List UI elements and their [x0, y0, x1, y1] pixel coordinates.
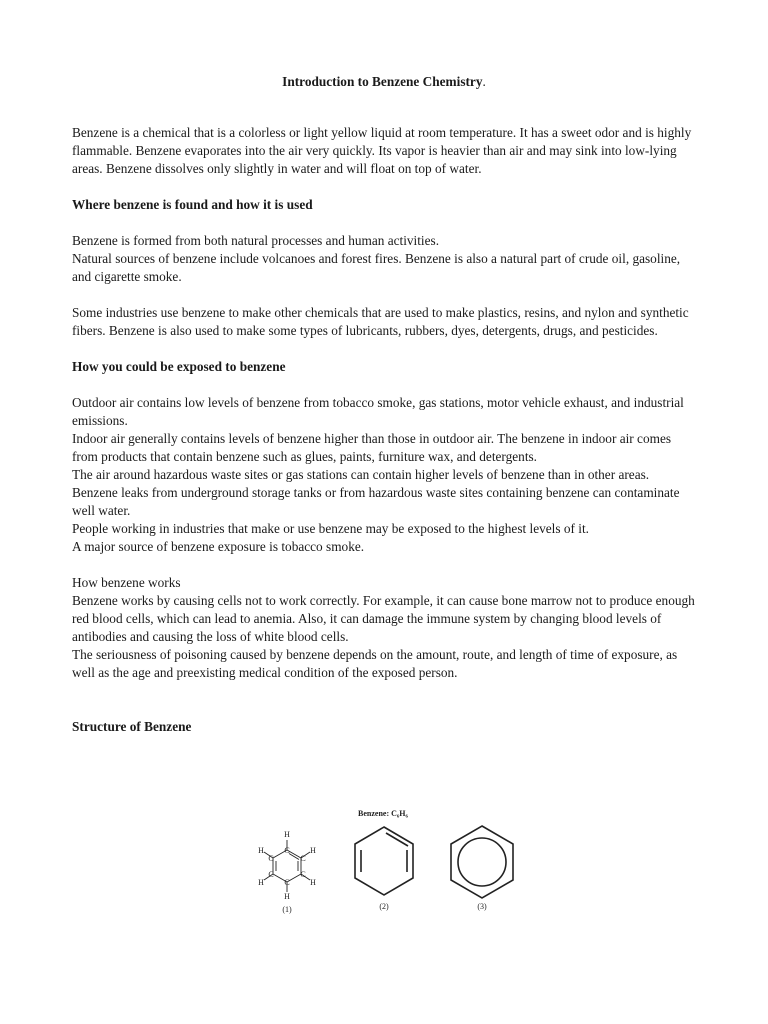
exposure-line: Indoor air generally contains levels of benzene higher than those in outdoor air. The benzene in indoor air comes from products that contain benzene such as glues, paints, furniture wax, and detergents.: [72, 431, 672, 464]
section-heading-structure: Structure of Benzene: [72, 719, 192, 734]
kekule-structure-diagram: [264, 840, 310, 892]
structure-label-3: (3): [477, 902, 487, 911]
section-heading-exposure: How you could be exposed to benzene: [72, 359, 286, 374]
title-suffix: .: [482, 74, 486, 89]
kekule-atom-labels: [258, 830, 316, 901]
exposure-line: A major source of benzene exposure is tobacco smoke.: [72, 539, 365, 554]
atom-c: C: [284, 878, 290, 887]
section-heading-found-used: Where benzene is found and how it is used: [72, 197, 313, 212]
skeletal-hexagon-diagram: [355, 827, 413, 895]
exposure-line: Outdoor air contains low levels of benzene from tobacco smoke, gas stations, motor vehicle exhaust, and industrial emissions.: [72, 395, 684, 428]
aromatic-ring-diagram: [451, 826, 513, 898]
paragraph-how-works: Benzene works by causing cells not to work correctly. For example, it can cause bone marrow not to produce enough red blood cells, which can lead to anemia. Also, it can damage the immune system by changing blood levels of antibodies and causing the loss of white blood cells.: [72, 593, 695, 644]
atom-c: C: [300, 854, 306, 863]
atom-c: C: [268, 854, 274, 863]
document-title: [72, 73, 696, 91]
atom-c: C: [300, 870, 306, 879]
title-text: Introduction to Benzene Chemistry: [282, 74, 483, 89]
atom-h: H: [258, 878, 264, 887]
document-page: [72, 73, 696, 736]
atom-h: H: [284, 892, 290, 901]
structure-label-2: (2): [379, 902, 389, 911]
atom-h: H: [310, 878, 316, 887]
intro-paragraph: Benzene is a chemical that is a colorless or light yellow liquid at room temperature. It has a sweet odor and is highly flammable. Benzene evaporates into the air very quickly. Its vapor is heavier than air and may sink into low-lying areas. Benzene dissolves only slightly in water and will float on top of water.: [72, 125, 692, 176]
paragraph-seriousness: The seriousness of poisoning caused by benzene depends on the amount, route, and length of time of exposure, as well as the age and preexisting medical condition of the exposed person.: [72, 647, 678, 680]
atom-c: C: [268, 870, 274, 879]
exposure-line: People working in industries that make or use benzene may be exposed to the highest levels of it.: [72, 521, 589, 536]
paragraph-formed: Benzene is formed from both natural processes and human activities.: [72, 233, 440, 248]
atom-c: C: [284, 846, 290, 855]
exposure-line: The air around hazardous waste sites or gas stations can contain higher levels of benzene than in other areas.: [72, 467, 650, 482]
section-heading-how-works: How benzene works: [72, 575, 181, 590]
atom-h: H: [258, 846, 264, 855]
atom-h: H: [310, 846, 316, 855]
atom-h: H: [284, 830, 290, 839]
figure-caption-title: Benzene: C₆H₆: [358, 809, 408, 818]
paragraph-industries: Some industries use benzene to make other chemicals that are used to make plastics, resins, and nylon and synthetic fibers. Benzene is also used to make some types of lubricants, rubbers, dyes, detergents, drugs, and pesticides.: [72, 305, 689, 338]
exposure-line: Benzene leaks from underground storage tanks or from hazardous waste sites containing benzene can contaminate well water.: [72, 485, 680, 518]
structure-label-1: (1): [282, 905, 292, 914]
paragraph-natural-sources: Natural sources of benzene include volcanoes and forest fires. Benzene is also a natural part of crude oil, gasoline, and cigarette smoke.: [72, 251, 681, 284]
